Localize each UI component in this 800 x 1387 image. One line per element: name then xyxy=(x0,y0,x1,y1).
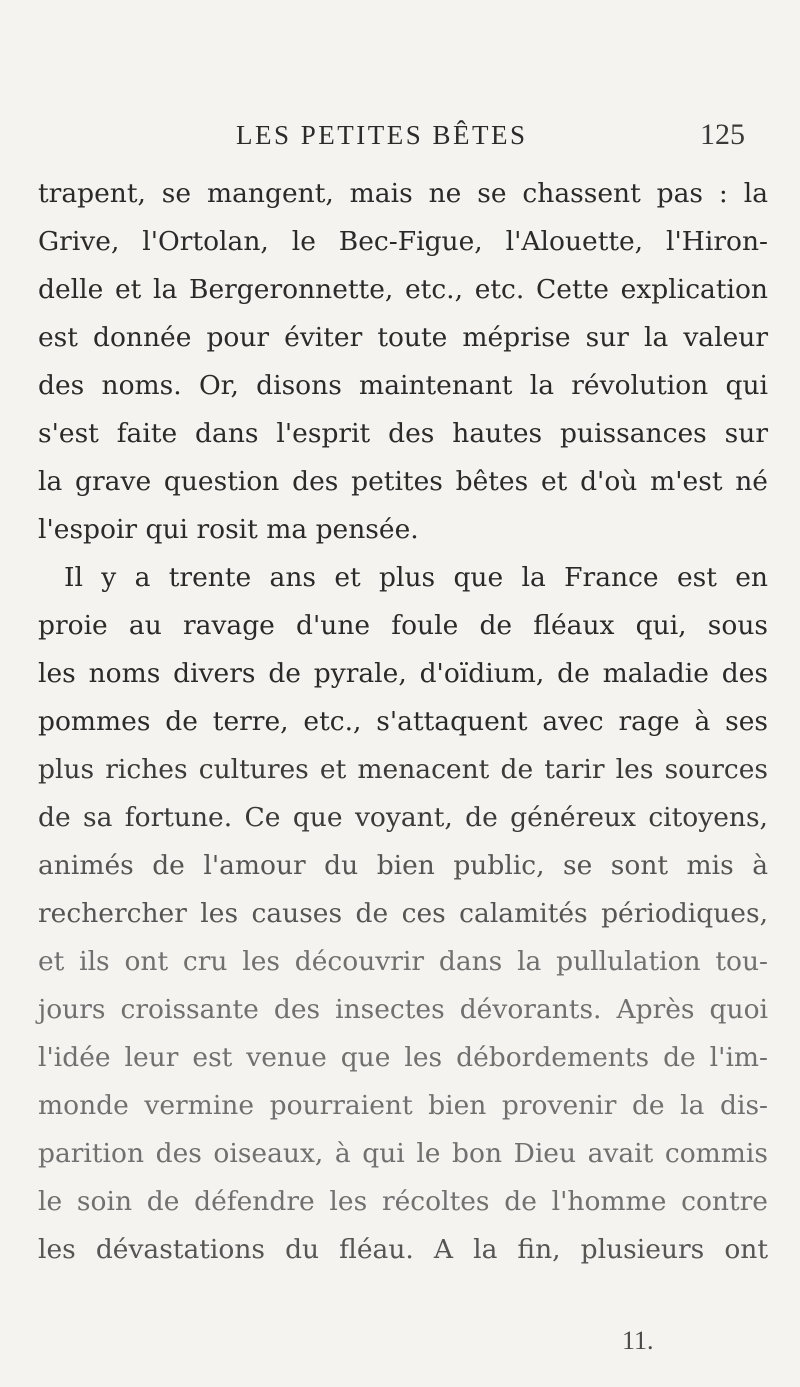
text-line: l'idée leur est venue que les débordements de l'im- xyxy=(38,1042,768,1073)
running-title: LES PETITES BÊTES xyxy=(236,120,528,150)
paragraph-end-line: l'espoir qui rosit ma pensée. xyxy=(38,514,419,545)
text-line: des noms. Or, disons maintenant la révolution qui xyxy=(38,370,768,401)
text-line: les noms divers de pyrale, d'oïdium, de maladie des xyxy=(38,658,768,689)
text-line: animés de l'amour du bien public, se sont mis à xyxy=(38,850,768,881)
text-line: de sa fortune. Ce que voyant, de généreux citoyens, xyxy=(38,802,768,833)
paragraph-start-line: Il y a trente ans et plus que la France est en xyxy=(64,562,768,593)
text-line: s'est faite dans l'esprit des hautes puissances sur xyxy=(38,418,768,449)
text-line: plus riches cultures et menacent de tarir les sources xyxy=(38,754,768,785)
text-line: proie au ravage d'une foule de fléaux qui, sous xyxy=(38,610,768,641)
text-line: jours croissante des insectes dévorants. Après quoi xyxy=(38,994,768,1025)
body-text xyxy=(38,170,768,1274)
text-line: trapent, se mangent, mais ne se chassent pas : la xyxy=(38,178,768,209)
running-head xyxy=(0,120,800,160)
text-line: le soin de défendre les récoltes de l'homme contre xyxy=(38,1186,768,1217)
text-line: Grive, l'Ortolan, le Bec-Figue, l'Alouette, l'Hiron- xyxy=(38,226,768,257)
text-line: les dévastations du fléau. A la fin, plusieurs ont xyxy=(38,1234,768,1265)
text-line: et ils ont cru les découvrir dans la pullulation tou- xyxy=(38,946,768,977)
text-line: delle et la Bergeronnette, etc., etc. Cette explication xyxy=(38,274,768,305)
text-line: est donnée pour éviter toute méprise sur la valeur xyxy=(38,322,768,353)
text-line: parition des oiseaux, à qui le bon Dieu avait commis xyxy=(38,1138,768,1169)
signature-mark: 11. xyxy=(622,1326,654,1355)
text-line: pommes de terre, etc., s'attaquent avec rage à ses xyxy=(38,706,768,737)
text-line: la grave question des petites bêtes et d'où m'est né xyxy=(38,466,768,497)
text-line: rechercher les causes de ces calamités périodiques, xyxy=(38,898,768,929)
page-number: 125 xyxy=(700,118,745,151)
text-line: monde vermine pourraient bien provenir de la dis- xyxy=(38,1090,768,1121)
